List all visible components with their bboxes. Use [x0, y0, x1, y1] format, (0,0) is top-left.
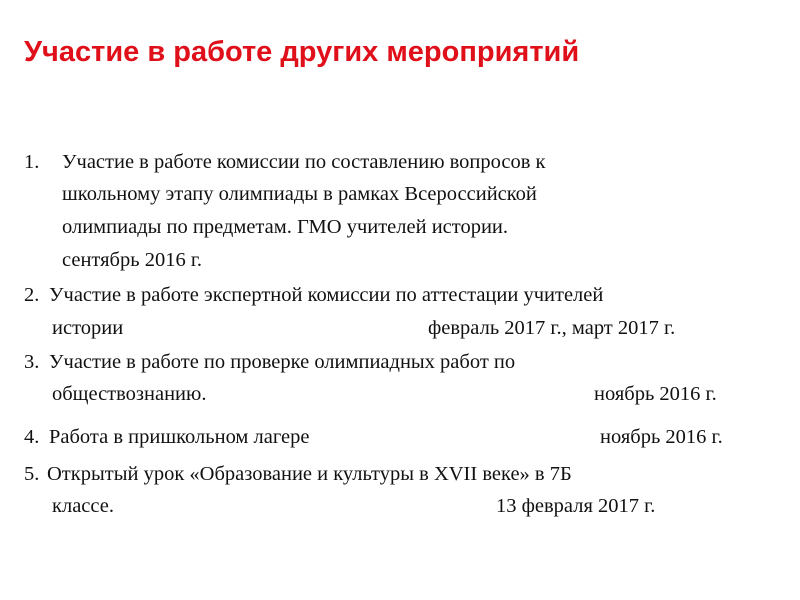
item-date: сентябрь 2016 г. [62, 249, 203, 271]
item-text-line: Открытый урок «Образование и культуры в XVII веке» в 7Б [47, 463, 572, 485]
item-number: 1. [24, 151, 40, 173]
item-text-line: истории [52, 317, 124, 339]
item-text-line: Участие в работе экспертной комиссии по аттестации учителей [49, 284, 604, 306]
item-text-line: олимпиады по предметам. ГМО учителей истории. [62, 216, 509, 238]
item-text-line: Участие в работе по проверке олимпиадных работ по [49, 351, 516, 373]
item-text-line: обществознанию. [52, 383, 207, 405]
item-number: 2. [24, 284, 40, 306]
item-text-line: Работа в пришкольном лагере [49, 426, 310, 448]
item-date: ноябрь 2016 г. [594, 383, 717, 405]
item-text-line: школьному этапу олимпиады в рамках Всероссийской [62, 183, 537, 205]
item-text-line: классе. [52, 495, 114, 517]
slide-title: Участие в работе других мероприятий [24, 36, 580, 68]
item-number: 3. [24, 351, 40, 373]
item-date: 13 февраля 2017 г. [496, 495, 656, 517]
item-number: 5. [24, 463, 40, 485]
item-date: февраль 2017 г., март 2017 г. [428, 317, 676, 339]
item-date: ноябрь 2016 г. [600, 426, 723, 448]
item-number: 4. [24, 426, 40, 448]
item-text-line: Участие в работе комиссии по составлению вопросов к [62, 151, 546, 173]
